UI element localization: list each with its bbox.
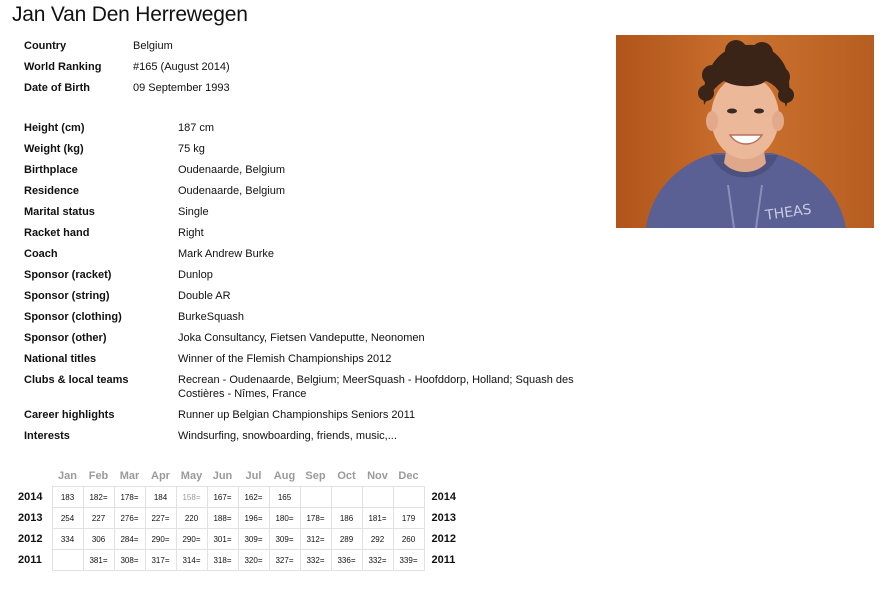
detail-label: Sponsor (string) [24,290,110,302]
detail-value: Mark Andrew Burke [178,248,274,260]
ranking-cell: 178= [300,508,331,529]
ranking-cell: 309= [269,529,300,550]
detail-value: Double AR [178,290,231,302]
ranking-cell: 178= [114,487,145,508]
year-label: 2013 [18,512,43,524]
ranking-cell: 196= [238,508,269,529]
svg-text:THEAS: THEAS [764,201,813,224]
month-header: Oct [337,470,356,482]
ranking-cell: 289 [331,529,362,550]
detail-info [24,118,584,447]
detail-value: Runner up Belgian Championships Seniors 2011 [178,409,416,421]
ranking-cell: 317= [145,550,176,571]
ranking-cell: 227= [145,508,176,529]
detail-row-sponsor-racket [24,265,584,286]
month-header: Jan [58,470,77,482]
ranking-cell: 290= [176,529,207,550]
year-label: 2014 [18,491,43,503]
ranking-cell: 314= [176,550,207,571]
ranking-cell [300,487,331,508]
detail-label: Sponsor (racket) [24,269,112,281]
ranking-cell: 334 [52,529,83,550]
ranking-cell [362,487,393,508]
summary-value: #165 (August 2014) [133,61,230,73]
detail-label: Sponsor (other) [24,332,107,344]
detail-row-weight [24,139,584,160]
ranking-month-header [14,466,462,487]
ranking-cell: 165 [269,487,300,508]
year-label: 2011 [431,554,456,566]
ranking-cell: 312= [300,529,331,550]
detail-label: Marital status [24,206,95,218]
summary-row-country [24,36,324,57]
detail-label: Weight (kg) [24,143,84,155]
detail-row-coach [24,244,584,265]
ranking-cell [393,487,424,508]
year-label: 2013 [431,512,456,524]
ranking-cell: 332= [362,550,393,571]
summary-label: Date of Birth [24,82,90,94]
detail-label: Residence [24,185,80,197]
detail-value: 75 kg [178,143,205,155]
summary-label: World Ranking [24,61,102,73]
ranking-cell: 162= [238,487,269,508]
detail-value: Recrean - Oudenaarde, Belgium; MeerSquash - Hoofddorp, Holland; Squash des Costières - Nîmes, France [178,374,574,400]
ranking-cell: 301= [207,529,238,550]
detail-label: Coach [24,248,58,260]
ranking-cell: 220 [176,508,207,529]
summary-value: 09 September 1993 [133,82,230,94]
ranking-cell: 336= [331,550,362,571]
ranking-cell: 181= [362,508,393,529]
detail-row-sponsor-clothing [24,307,584,328]
detail-value: Oudenaarde, Belgium [178,185,286,197]
ranking-cell: 306 [83,529,114,550]
detail-row-career-highlights [24,405,584,426]
detail-value: Right [178,227,204,239]
detail-value: Winner of the Flemish Championships 2012 [178,353,392,365]
ranking-cell: 276= [114,508,145,529]
detail-value: Joka Consultancy, Fietsen Vandeputte, Neonomen [178,332,425,344]
ranking-cell: 188= [207,508,238,529]
month-header: Dec [398,470,419,482]
detail-row-racket-hand [24,223,584,244]
ranking-cell: 318= [207,550,238,571]
month-header: Feb [88,470,109,482]
ranking-cell: 179 [393,508,424,529]
detail-row-marital-status [24,202,584,223]
ranking-row-2014 [14,487,462,508]
ranking-cell: 184 [145,487,176,508]
detail-row-height [24,118,584,139]
ranking-cell: 254 [52,508,83,529]
detail-label: National titles [24,353,97,365]
ranking-row-2011 [14,550,462,571]
detail-label: Racket hand [24,227,90,239]
summary-row-world-ranking [24,57,324,78]
detail-value: Single [178,206,209,218]
detail-label: Sponsor (clothing) [24,311,122,323]
ranking-cell: 332= [300,550,331,571]
detail-value: Dunlop [178,269,213,281]
detail-value: Windsurfing, snowboarding, friends, music,... [178,430,397,442]
ranking-cell: 182= [83,487,114,508]
detail-label: Height (cm) [24,122,85,134]
detail-row-residence [24,181,584,202]
ranking-cell [331,487,362,508]
month-header: Jul [245,470,262,482]
detail-row-clubs [24,370,584,405]
month-header: Mar [119,470,140,482]
detail-label: Clubs & local teams [24,374,129,386]
table-corner [424,466,462,487]
ranking-cell: 167= [207,487,238,508]
detail-row-interests [24,426,584,447]
ranking-cell: 327= [269,550,300,571]
ranking-cell: 284= [114,529,145,550]
detail-value: Oudenaarde, Belgium [178,164,286,176]
ranking-cell [52,550,83,571]
ranking-cell: 290= [145,529,176,550]
month-header: May [180,470,203,482]
summary-label: Country [24,40,67,52]
ranking-cell: 227 [83,508,114,529]
detail-row-sponsor-string [24,286,584,307]
page-title: Jan Van Den Herrewegen [12,3,248,26]
ranking-cell: 320= [238,550,269,571]
ranking-cell: 292 [362,529,393,550]
detail-value: 187 cm [178,122,215,134]
year-label: 2012 [431,533,456,545]
detail-label: Career highlights [24,409,115,421]
ranking-row-2013 [14,508,462,529]
ranking-cell: 339= [393,550,424,571]
detail-row-national-titles [24,349,584,370]
ranking-row-2012 [14,529,462,550]
player-photo [616,35,874,228]
summary-value: Belgium [133,40,173,52]
ranking-cell: 381= [83,550,114,571]
detail-value: BurkeSquash [178,311,245,323]
ranking-cell: 158= [176,487,207,508]
ranking-cell: 183 [52,487,83,508]
month-header: Aug [273,470,296,482]
detail-label: Birthplace [24,164,78,176]
year-label: 2014 [431,491,456,503]
ranking-cell: 308= [114,550,145,571]
ranking-cell: 260 [393,529,424,550]
detail-row-birthplace [24,160,584,181]
summary-info [24,36,324,99]
month-header: Apr [151,470,170,482]
ranking-cell: 180= [269,508,300,529]
year-label: 2012 [18,533,43,545]
detail-label: Interests [24,430,70,442]
detail-row-sponsor-other [24,328,584,349]
player-portrait-icon [616,35,874,228]
year-label: 2011 [18,554,42,566]
month-header: Sep [305,470,326,482]
month-header: Nov [367,470,388,482]
month-header: Jun [212,470,233,482]
table-corner [14,466,52,487]
summary-row-date-of-birth [24,78,324,99]
ranking-cell: 309= [238,529,269,550]
ranking-cell: 186 [331,508,362,529]
ranking-history-table [14,466,462,571]
